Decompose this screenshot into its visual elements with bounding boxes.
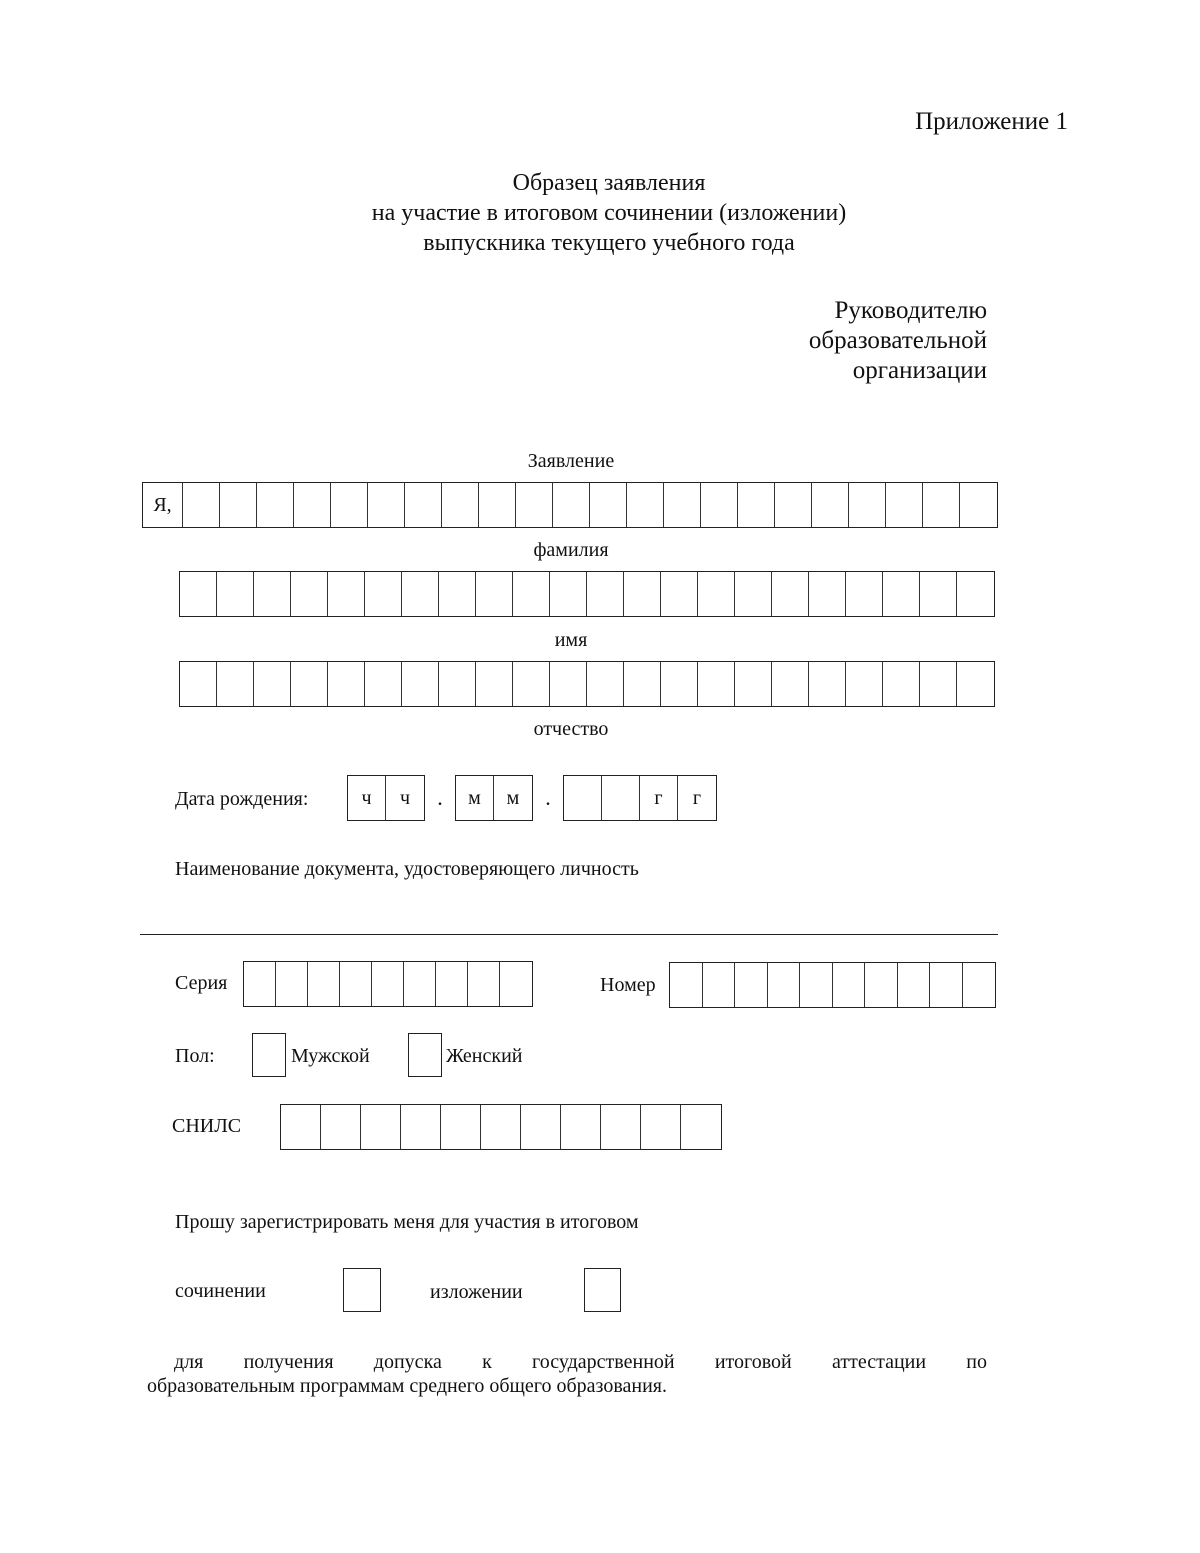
name-label: имя — [554, 629, 588, 651]
patronymic-cell[interactable] — [772, 662, 809, 706]
birth-year-cell[interactable] — [602, 776, 640, 820]
snils-cell[interactable] — [681, 1105, 721, 1149]
birth-year-cell[interactable] — [564, 776, 602, 820]
series-cell[interactable] — [276, 962, 308, 1006]
number-grid[interactable] — [669, 962, 996, 1008]
series-cell[interactable] — [436, 962, 468, 1006]
purpose-line-1: для получения допуска к государственной итоговой аттестации по — [174, 1351, 987, 1373]
name-cell[interactable] — [957, 572, 994, 616]
name-cell[interactable] — [772, 572, 809, 616]
surname-cell[interactable] — [516, 483, 553, 527]
name-cell[interactable] — [217, 572, 254, 616]
name-cell[interactable] — [513, 572, 550, 616]
name-cell[interactable] — [439, 572, 476, 616]
patronymic-cell[interactable] — [920, 662, 957, 706]
name-cell[interactable] — [550, 572, 587, 616]
addressee — [809, 296, 987, 386]
birth-year-group[interactable] — [563, 775, 717, 821]
name-grid[interactable] — [179, 571, 995, 617]
name-cell[interactable] — [402, 572, 439, 616]
surname-cell[interactable] — [183, 483, 220, 527]
birth-day-cell[interactable]: ч — [399, 786, 411, 809]
patronymic-cell[interactable] — [735, 662, 772, 706]
addressee-line-3: организации — [852, 357, 987, 384]
name-cell[interactable] — [661, 572, 698, 616]
surname-cell[interactable] — [220, 483, 257, 527]
patronymic-cell[interactable] — [217, 662, 254, 706]
number-cell[interactable] — [800, 963, 833, 1007]
name-cell[interactable] — [365, 572, 402, 616]
title-line-2: на участие в итоговом сочинении (изложении) — [371, 200, 847, 226]
series-cell[interactable] — [500, 962, 532, 1006]
name-cell[interactable] — [328, 572, 365, 616]
birth-day-group[interactable] — [347, 775, 425, 821]
surname-cell[interactable] — [257, 483, 294, 527]
surname-cell[interactable] — [701, 483, 738, 527]
patronymic-cell[interactable] — [846, 662, 883, 706]
patronymic-cell[interactable] — [550, 662, 587, 706]
surname-cell[interactable] — [960, 483, 997, 527]
snils-cell[interactable] — [441, 1105, 481, 1149]
id-document-line[interactable] — [140, 934, 998, 935]
patronymic-cell[interactable] — [661, 662, 698, 706]
surname-cell[interactable] — [738, 483, 775, 527]
series-label: Серия — [175, 972, 228, 994]
name-cell[interactable] — [920, 572, 957, 616]
series-cell[interactable] — [468, 962, 500, 1006]
name-cell[interactable] — [476, 572, 513, 616]
series-cell[interactable] — [308, 962, 340, 1006]
surname-cell[interactable] — [442, 483, 479, 527]
number-cell[interactable] — [768, 963, 801, 1007]
series-cell[interactable] — [244, 962, 276, 1006]
patronymic-cell[interactable] — [809, 662, 846, 706]
snils-cell[interactable] — [521, 1105, 561, 1149]
addressee-line-1: Руководителю — [834, 297, 987, 324]
snils-cell[interactable] — [601, 1105, 641, 1149]
name-cell[interactable] — [180, 572, 217, 616]
patronymic-grid[interactable] — [179, 661, 995, 707]
date-separator: . — [545, 785, 551, 810]
essay-checkbox[interactable] — [343, 1268, 381, 1312]
id-document-label: Наименование документа, удостоверяющего личность — [175, 858, 639, 880]
snils-cell[interactable] — [281, 1105, 321, 1149]
birth-date-label: Дата рождения: — [175, 788, 309, 810]
title-line-3: выпускника текущего учебного года — [423, 230, 795, 256]
snils-cell[interactable] — [561, 1105, 601, 1149]
number-cell[interactable] — [963, 963, 996, 1007]
patronymic-label: отчество — [533, 718, 609, 740]
patronymic-cell[interactable] — [883, 662, 920, 706]
patronymic-cell[interactable] — [476, 662, 513, 706]
male-checkbox[interactable] — [252, 1033, 286, 1077]
surname-cell[interactable] — [479, 483, 516, 527]
series-cell[interactable] — [340, 962, 372, 1006]
surname-label: фамилия — [533, 539, 609, 561]
patronymic-cell[interactable] — [439, 662, 476, 706]
exposition-label: изложении — [430, 1281, 523, 1303]
patronymic-cell[interactable] — [402, 662, 439, 706]
birth-year-cell[interactable]: г — [640, 776, 678, 820]
document-title — [0, 168, 1200, 258]
female-label: Женский — [446, 1045, 523, 1067]
sex-label: Пол: — [175, 1045, 215, 1067]
number-cell[interactable] — [833, 963, 866, 1007]
form-heading: Заявление — [527, 450, 615, 472]
name-cell[interactable] — [291, 572, 328, 616]
surname-cell[interactable] — [775, 483, 812, 527]
surname-cell[interactable] — [812, 483, 849, 527]
snils-cell[interactable] — [641, 1105, 681, 1149]
series-cell[interactable] — [404, 962, 436, 1006]
name-cell[interactable] — [254, 572, 291, 616]
male-label: Мужской — [291, 1045, 370, 1067]
surname-cell[interactable] — [590, 483, 627, 527]
surname-cell[interactable] — [553, 483, 590, 527]
title-line-1: Образец заявления — [512, 170, 706, 196]
birth-month-group[interactable] — [455, 775, 533, 821]
patronymic-cell[interactable] — [254, 662, 291, 706]
surname-cell[interactable] — [368, 483, 405, 527]
patronymic-cell[interactable] — [328, 662, 365, 706]
series-cell[interactable] — [372, 962, 404, 1006]
patronymic-cell[interactable] — [365, 662, 402, 706]
purpose-paragraph — [147, 1350, 987, 1398]
female-checkbox[interactable] — [408, 1033, 442, 1077]
date-separator: . — [437, 785, 443, 810]
exposition-checkbox[interactable] — [584, 1268, 621, 1312]
name-cell[interactable] — [735, 572, 772, 616]
surname-cell[interactable] — [627, 483, 664, 527]
number-cell[interactable] — [735, 963, 768, 1007]
patronymic-cell[interactable] — [698, 662, 735, 706]
surname-cell[interactable] — [405, 483, 442, 527]
snils-cell[interactable] — [321, 1105, 361, 1149]
snils-cell[interactable] — [361, 1105, 401, 1149]
patronymic-cell[interactable] — [624, 662, 661, 706]
number-cell[interactable] — [930, 963, 963, 1007]
birth-year-cell[interactable]: г — [692, 786, 702, 809]
name-cell[interactable] — [809, 572, 846, 616]
name-cell[interactable] — [883, 572, 920, 616]
birth-month-cell[interactable]: м — [506, 786, 520, 809]
purpose-line-2: образовательным программам среднего общего образования. — [147, 1375, 667, 1397]
patronymic-cell[interactable] — [180, 662, 217, 706]
patronymic-cell[interactable] — [957, 662, 994, 706]
surname-cell[interactable] — [664, 483, 701, 527]
number-cell[interactable] — [703, 963, 736, 1007]
series-grid[interactable] — [243, 961, 533, 1007]
number-cell[interactable] — [865, 963, 898, 1007]
name-cell[interactable] — [587, 572, 624, 616]
essay-label: сочинении — [175, 1280, 266, 1302]
patronymic-cell[interactable] — [513, 662, 550, 706]
snils-grid[interactable] — [280, 1104, 722, 1150]
surname-cell[interactable] — [331, 483, 368, 527]
snils-label: СНИЛС — [172, 1115, 242, 1137]
first-person-prefix: Я, — [143, 483, 183, 527]
addressee-line-2: образовательной — [808, 327, 987, 354]
snils-cell[interactable] — [401, 1105, 441, 1149]
birth-day-cell[interactable]: ч — [348, 776, 386, 820]
number-label: Номер — [600, 974, 656, 996]
surname-grid[interactable] — [142, 482, 998, 528]
appendix-label: Приложение 1 — [915, 108, 1068, 135]
surname-cell[interactable] — [923, 483, 960, 527]
number-cell[interactable] — [670, 963, 703, 1007]
snils-cell[interactable] — [481, 1105, 521, 1149]
birth-date-field[interactable] — [347, 775, 717, 821]
patronymic-cell[interactable] — [291, 662, 328, 706]
patronymic-cell[interactable] — [587, 662, 624, 706]
surname-cell[interactable] — [849, 483, 886, 527]
name-cell[interactable] — [624, 572, 661, 616]
request-text: Прошу зарегистрировать меня для участия в итоговом — [175, 1211, 639, 1233]
name-cell[interactable] — [698, 572, 735, 616]
surname-cell[interactable] — [886, 483, 923, 527]
surname-cell[interactable] — [294, 483, 331, 527]
name-cell[interactable] — [846, 572, 883, 616]
number-cell[interactable] — [898, 963, 931, 1007]
birth-month-cell[interactable]: м — [456, 776, 494, 820]
